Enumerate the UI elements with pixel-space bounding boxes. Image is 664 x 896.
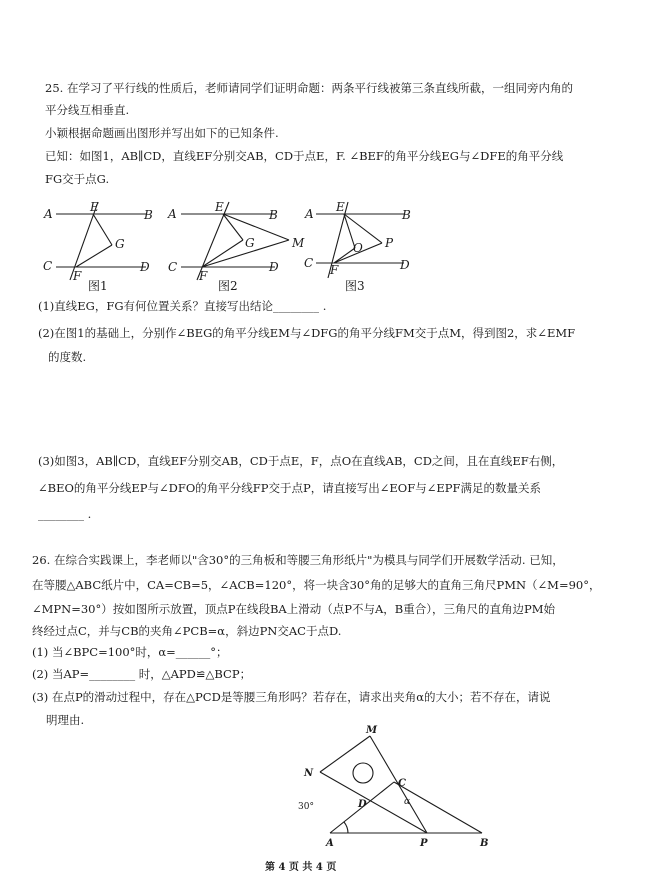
fig1-label-c: C <box>43 259 53 273</box>
fig3-label-d: D <box>400 258 410 272</box>
q26-line-3: ∠MPN=30°）按如图所示放置，顶点P在线段BA上滑动（点P不与A，B重合），三角尺的直角边PM始 <box>32 602 555 616</box>
fig1-caption: 图1 <box>88 279 108 293</box>
fig3-caption: 图3 <box>345 279 365 293</box>
q26-label-30deg: 30° <box>298 802 314 812</box>
fig2-label-m: M <box>292 236 305 250</box>
figure-3 <box>300 196 420 281</box>
q26-part-1: (1) 当∠BPC=100°时，α=______°； <box>32 645 228 659</box>
q26-label-c: C <box>398 778 406 789</box>
q26-label-d: D <box>358 799 367 810</box>
q25-part-2-line-2: 的度数. <box>48 350 87 364</box>
q26-figure <box>290 720 510 850</box>
q26-label-a: A <box>326 838 334 849</box>
fig1-label-d: D <box>140 260 150 274</box>
fig1-label-a: A <box>44 207 53 221</box>
fig3-label-p: P <box>385 236 394 250</box>
fig2-label-b: B <box>269 208 278 222</box>
figure-1 <box>40 196 160 281</box>
q26-label-m: M <box>366 725 378 736</box>
fig1-label-b: B <box>144 208 153 222</box>
fig3-label-b: B <box>402 208 411 222</box>
fig2-label-c: C <box>168 260 178 274</box>
q26-line-4: 终经过点C，并与CB的夹角∠PCB=α，斜边PN交AC于点D. <box>32 624 342 638</box>
q26-label-p: P <box>420 838 428 849</box>
fig3-label-o: O <box>353 241 363 255</box>
q25-part-3-line-3: ________ . <box>38 507 92 521</box>
q25-part-1: (1)直线EG，FG有何位置关系？直接写出结论________ . <box>38 299 327 313</box>
q26-part-2: (2) 当AP=________ 时，△APD≌△BCP； <box>32 667 252 681</box>
q25-line-5: FG交于点G. <box>45 172 110 186</box>
q26-label-alpha: α <box>404 797 411 807</box>
fig2-caption: 图2 <box>218 279 238 293</box>
q25-line-1: 25. 在学习了平行线的性质后，老师请同学们证明命题：两条平行线被第三条直线所截，一组同旁内角的 <box>45 81 573 95</box>
q25-part-3-line-2: ∠BEO的角平分线EP与∠DFO的角平分线FP交于点P，请直接写出∠EOF与∠EPF满足的数量关系 <box>38 481 541 495</box>
fig2-label-d: D <box>269 260 279 274</box>
q25-part-3-line-1: (3)如图3，AB∥CD，直线EF分别交AB，CD于点E，F，点O在直线AB，CD之间，且在直线EF右侧， <box>38 454 564 468</box>
fig3-label-c: C <box>304 256 314 270</box>
fig2-label-f: F <box>199 269 208 281</box>
fig1-label-f: F <box>73 269 82 281</box>
fig1-label-e: E <box>90 200 99 214</box>
q26-line-1: 26. 在综合实践课上，李老师以"含30°的三角板和等腰三角形纸片"为模具与同学们开展数学活动. 已知， <box>32 553 564 567</box>
fig3-label-e: E <box>336 200 345 214</box>
fig2-label-a: A <box>168 207 177 221</box>
fig3-label-f: F <box>330 263 339 277</box>
q26-label-n: N <box>304 768 314 779</box>
q26-label-b: B <box>480 838 489 849</box>
figure-2 <box>165 196 315 281</box>
fig3-label-a: A <box>305 207 314 221</box>
fig2-label-g: G <box>245 236 255 250</box>
q26-part-3-line-2: 明理由. <box>46 713 85 727</box>
q25-line-3: 小颖根据命题画出图形并写出如下的已知条件. <box>45 126 279 140</box>
fig1-label-g: G <box>115 237 125 251</box>
q25-part-2-line-1: (2)在图1的基础上，分别作∠BEG的角平分线EM与∠DFG的角平分线FM交于点M，得到图2，求∠EMF <box>38 326 576 340</box>
page-footer: 第 4 页 共 4 页 <box>265 862 337 873</box>
q25-line-2: 平分线互相垂直. <box>45 103 130 117</box>
q26-line-2: 在等腰△ABC纸片中，CA=CB=5，∠ACB=120°，将一块含30°角的足够大的直角三角尺PMN（∠M=90°， <box>32 578 601 592</box>
q26-part-3-line-1: (3) 在点P的滑动过程中，存在△PCD是等腰三角形吗？若存在，请求出夹角α的大小；若不存在，请说 <box>32 690 551 704</box>
q25-line-4: 已知：如图1，AB∥CD，直线EF分别交AB，CD于点E，F. ∠BEF的角平分线EG与∠DFE的角平分线 <box>45 149 564 163</box>
fig2-label-e: E <box>215 200 224 214</box>
